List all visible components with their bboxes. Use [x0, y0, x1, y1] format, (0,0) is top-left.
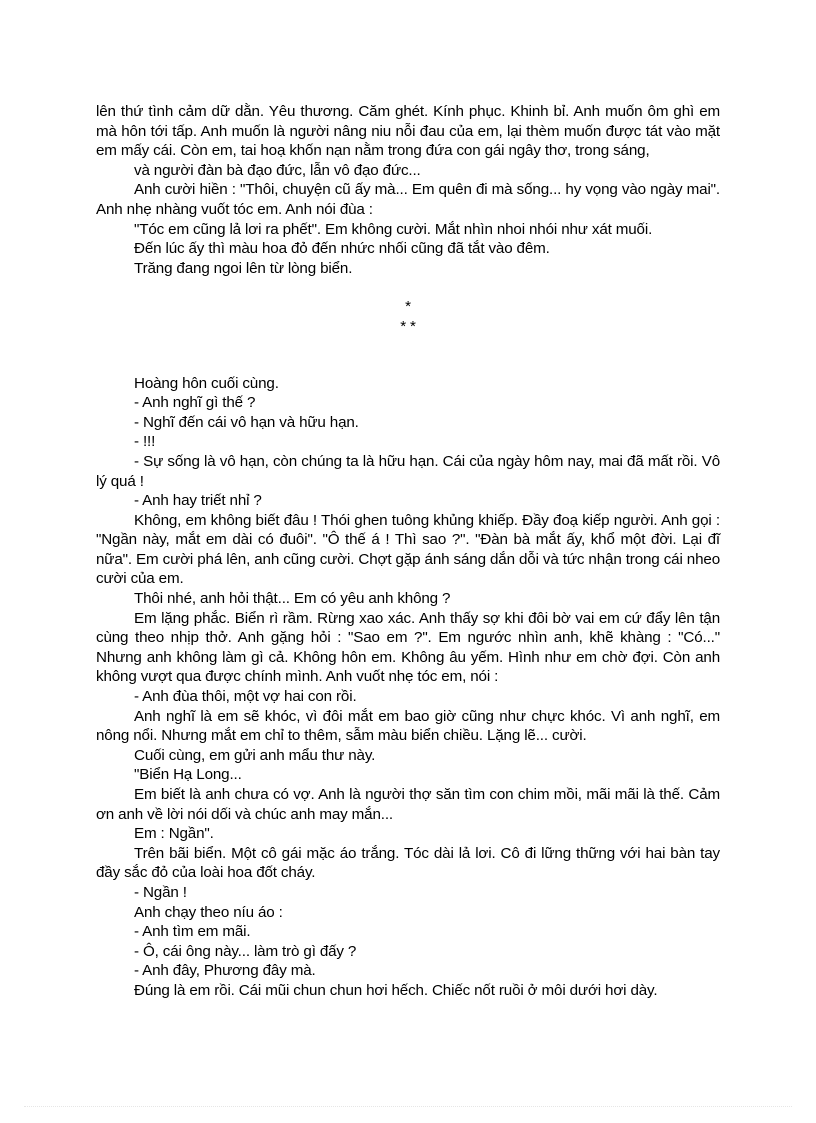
dialogue-line: - Anh đây, Phương đây mà.	[134, 962, 316, 980]
paragraph: Đúng là em rồi. Cái mũi chun chun hơi hếch. Chiếc nốt ruồi ở môi dưới hơi dày.	[134, 981, 658, 999]
paragraph: Anh nghĩ là em sẽ khóc, vì đôi mắt em bao giờ cũng như chực khóc. Vì anh nghĩ, em nông nổi. Nhưng mắt em chỉ to thêm, sẫm màu biển chiều. Lặng lẽ... cười.	[96, 707, 720, 745]
letter-line: "Biển Hạ Long...	[134, 766, 242, 784]
dialogue-line: - Anh nghĩ gì thế ?	[134, 394, 256, 412]
dialogue-line: - Ô, cái ông này... làm trò gì đấy ?	[134, 942, 357, 960]
dialogue-line: - !!!	[134, 433, 156, 451]
dialogue-line: - Anh hay triết nhỉ ?	[134, 492, 262, 510]
paragraph: Hoàng hôn cuối cùng.	[134, 374, 279, 392]
section-separator-line-2: * *	[400, 317, 416, 335]
paragraph: Không, em không biết đâu ! Thói ghen tuông khủng khiếp. Đầy đoạ kiếp người. Anh gọi : "Ngần này, mắt em dài có đuôi". "Ô thế á ! Thì sao ?". "Đàn bà mắt ấy, khổ một đời. Lại đĩ nữa". Em cười phá lên, anh cũng cười. Chợt gặp ánh sáng dắn dỗi và tức nhận trong cái nheo cười của em.	[96, 511, 720, 588]
paragraph: Em lặng phắc. Biển rì rầm. Rừng xao xác. Anh thấy sợ khi đôi bờ vai em cứ đẩy lên tận cùng theo nhịp thở. Anh gặng hỏi : "Sao em ?". Em ngước nhìn anh, khẽ khàng : "Có..." Nhưng anh không làm gì cả. Không hôn em. Không âu yếm. Hình như em chờ đợi. Còn anh không vượt qua được chính mình. Anh vuốt nhẹ tóc em, nói :	[96, 609, 720, 686]
dialogue-line: - Anh đùa thôi, một vợ hai con rồi.	[134, 688, 357, 706]
dialogue-line: - Nghĩ đến cái vô hạn và hữu hạn.	[134, 413, 359, 431]
paragraph: lên thứ tình cảm dữ dằn. Yêu thương. Căm ghét. Kính phục. Khinh bỉ. Anh muốn ôm ghì em mà hôn tới tấp. Anh muốn là người nâng niu nỗi đau của em, lại thèm muốn được tát vào mặt em mấy cái. Còn em, tai hoạ khốn nạn nằm trong đứa con gái ngây thơ, trong sáng,	[96, 103, 720, 160]
paragraph: Anh cười hiền : "Thôi, chuyện cũ ấy mà... Em quên đi mà sống... hy vọng vào ngày mai". Anh nhẹ nhàng vuốt tóc em. Anh nói đùa :	[96, 181, 720, 218]
paragraph: Đến lúc ấy thì màu hoa đỏ đến nhức nhối cũng đã tắt vào đêm.	[134, 240, 550, 258]
paragraph: Thôi nhé, anh hỏi thật... Em có yêu anh không ?	[134, 590, 451, 608]
letter-line: Em : Ngần".	[134, 825, 214, 843]
document-page	[96, 102, 720, 1001]
paragraph: Cuối cùng, em gửi anh mẩu thư này.	[134, 746, 376, 764]
letter-line: Em biết là anh chưa có vợ. Anh là người thợ săn tìm con chim mồi, mãi mãi là thế. Cảm ơn anh về lời nói dối và chúc anh may mắn...	[96, 786, 720, 823]
page-bottom-divider	[24, 1106, 792, 1107]
paragraph: "Tóc em cũng lả lơi ra phết". Em không cười. Mắt nhìn nhoi nhói như xát muối.	[134, 220, 653, 238]
paragraph: và người đàn bà đạo đức, lẫn vô đạo đức...	[134, 161, 421, 179]
section-separator-line-1: *	[405, 298, 411, 316]
paragraph: Trăng đang ngoi lên từ lòng biển.	[134, 259, 353, 277]
paragraph: Trên bãi biển. Một cô gái mặc áo trắng. Tóc dài lả lơi. Cô đi lững thững với hai bàn tay đầy sắc đỏ của loài hoa đốt cháy.	[96, 844, 720, 882]
dialogue-line: - Sự sống là vô hạn, còn chúng ta là hữu hạn. Cái của ngày hôm nay, mai đã mất rồi. Vô lý quá !	[96, 452, 720, 490]
dialogue-line: - Anh tìm em mãi.	[134, 923, 251, 941]
paragraph: Anh chạy theo níu áo :	[134, 903, 283, 921]
dialogue-line: - Ngần !	[134, 883, 187, 901]
section-gap	[96, 337, 720, 374]
